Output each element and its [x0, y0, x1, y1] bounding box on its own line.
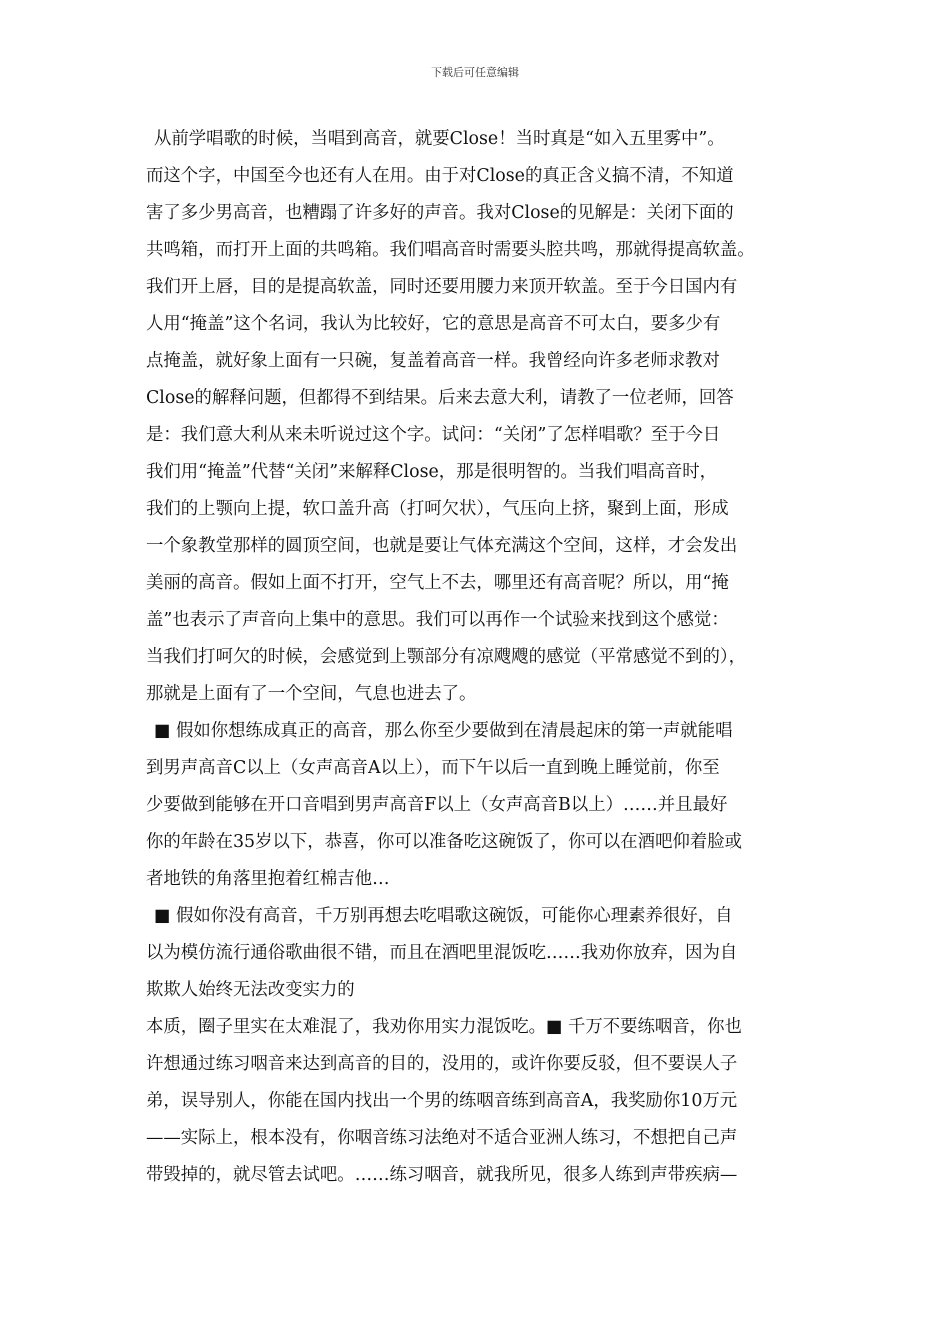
text-line: 许想通过练习咽音来达到高音的目的，没用的，或许你要反驳，但不要误人子: [146, 1054, 738, 1074]
text-line: 那就是上面有了一个空间，气息也进去了。: [146, 684, 477, 704]
text-line: 者地铁的角落里抱着红棉吉他…: [146, 869, 390, 889]
text-line: ——实际上，根本没有，你咽音练习法绝对不适合亚洲人练习，不想把自己声: [146, 1128, 738, 1148]
text-line: 我们的上颚向上提，软口盖升高（打呵欠状），气压向上挤，聚到上面，形成: [146, 499, 729, 519]
text-line: 是：我们意大利从来未听说过这个字。试问：“关闭”了怎样唱歌？至于今日: [146, 425, 721, 445]
text-line: 一个象教堂那样的圆顶空间，也就是要让气体充满这个空间，这样，才会发出: [146, 536, 738, 556]
text-line: 我们开上唇，目的是提高软盖，同时还要用腰力来顶开软盖。至于今日国内有: [146, 277, 738, 297]
text-line: 点掩盖，就好象上面有一只碗，复盖着高音一样。我曾经向许多老师求教对: [146, 351, 720, 371]
bullet-paragraph-line: ■ 假如你想练成真正的高音，那么你至少要做到在清晨起床的第一声就能唱: [154, 721, 733, 741]
text-line: 带毁掉的，就尽管去试吧。……练习咽音，就我所见，很多人练到声带疾病—: [146, 1165, 738, 1185]
text-line: 从前学唱歌的时候，当唱到高音，就要Close！当时真是“如入五里雾中”。: [154, 129, 725, 149]
text-line: 本质，圈子里实在太难混了，我劝你用实力混饭吃。■ 千万不要练咽音，你也: [146, 1017, 742, 1037]
bullet-paragraph-line: ■ 假如你没有高音，千万别再想去吃唱歌这碗饭，可能你心理素养很好，自: [154, 906, 733, 926]
text-line: 而这个字，中国至今也还有人在用。由于对Close的真正含义搞不清，不知道: [146, 166, 734, 186]
text-line: 到男声高音C以上（女声高音A以上），而下午以后一直到晚上睡觉前，你至: [146, 758, 720, 778]
text-line: 你的年龄在35岁以下，恭喜，你可以准备吃这碗饭了，你可以在酒吧仰着脸或: [146, 832, 743, 852]
text-line: 美丽的高音。假如上面不打开，空气上不去，哪里还有高音呢？所以，用“掩: [146, 573, 729, 593]
text-line: 以为模仿流行通俗歌曲很不错，而且在酒吧里混饭吃……我劝你放弃，因为自: [146, 943, 738, 963]
text-line: 盖”也表示了声音向上集中的意思。我们可以再作一个试验来找到这个感觉：: [146, 610, 729, 630]
text-line: 我们用“掩盖”代替“关闭”来解释Close，那是很明智的。当我们唱高音时，: [146, 462, 718, 482]
text-line: 当我们打呵欠的时候，会感觉到上颚部分有凉飕飕的感觉（平常感觉不到的），: [146, 647, 746, 667]
text-line: 弟，误导别人，你能在国内找出一个男的练咽音练到高音A，我奖励你10万元: [146, 1091, 738, 1111]
text-line: Close的解释问题，但都得不到结果。后来去意大利，请教了一位老师，回答: [146, 388, 734, 408]
text-line: 害了多少男高音，也糟蹋了许多好的声音。我对Close的见解是：关闭下面的: [146, 203, 734, 223]
text-line: 共鸣箱，而打开上面的共鸣箱。我们唱高音时需要头腔共鸣，那就得提高软盖。: [146, 240, 755, 260]
text-line: 人用“掩盖”这个名词，我认为比较好，它的意思是高音不可太白，要多少有: [146, 314, 721, 334]
text-line: 欺欺人始终无法改变实力的: [146, 980, 355, 1000]
text-line: 少要做到能够在开口音唱到男声高音F以上（女声高音B以上）……并且最好: [146, 795, 728, 815]
page-header-note: 下载后可任意编辑: [431, 66, 519, 79]
